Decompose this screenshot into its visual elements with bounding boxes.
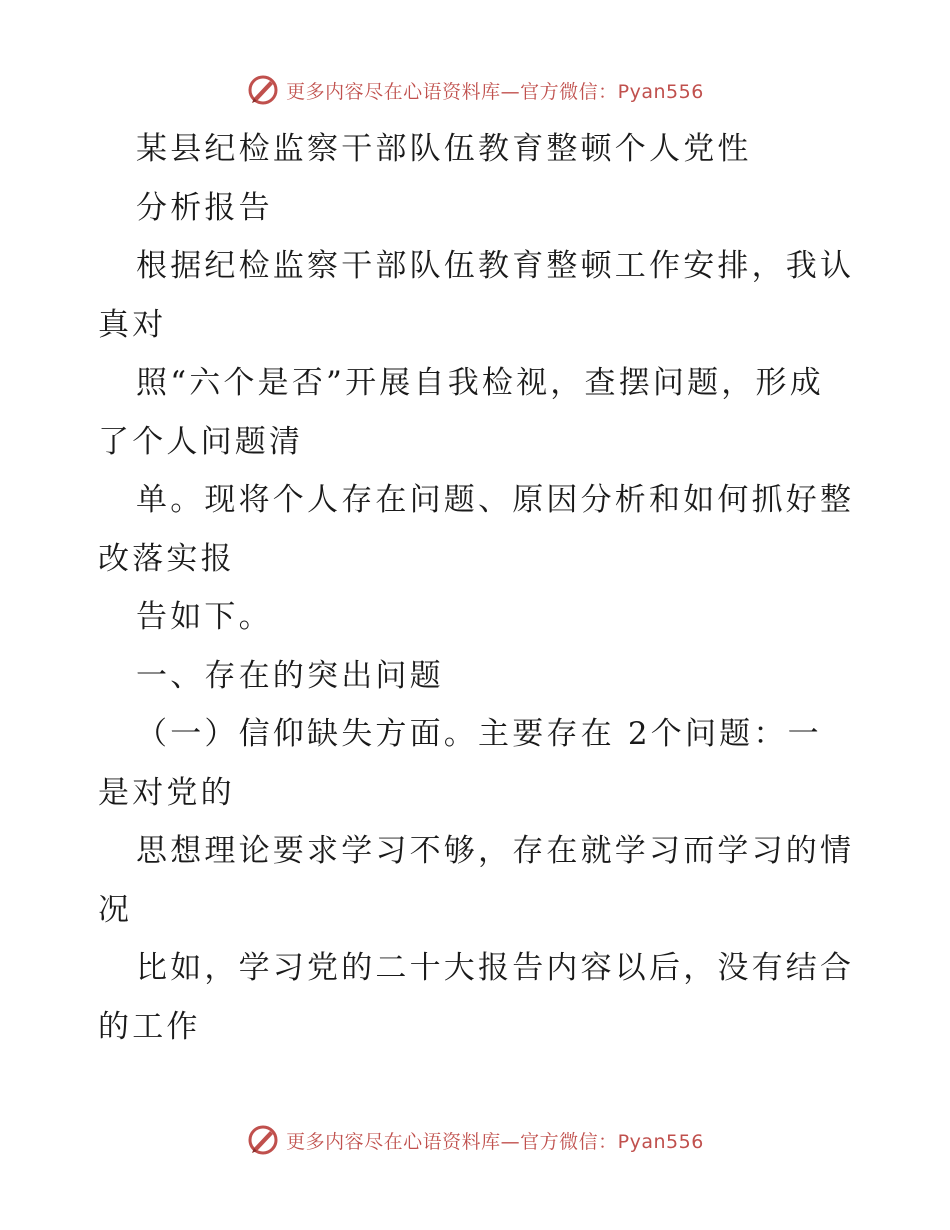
paragraph-line: 告如下。: [136, 599, 273, 635]
document-body: [98, 120, 858, 1056]
paragraph-line: （一）信仰缺失方面。主要存在 2个问题：一: [136, 716, 822, 752]
paragraph-line: 照“六个是否”开展自我检视，查摆问题，形成: [136, 365, 824, 401]
paragraph-line: 思想理论要求学习不够，存在就学习而学习的情: [136, 833, 855, 869]
paragraph-line: 的工作: [98, 1008, 201, 1045]
paragraph-line: 改落实报: [98, 540, 235, 577]
paragraph-line: 况: [98, 891, 133, 928]
pen-logo-icon: [246, 1123, 280, 1157]
title-line-1: 某县纪检监察干部队伍教育整顿个人党性: [136, 131, 752, 167]
title-line-2: 分析报告: [136, 189, 273, 226]
banner-text: 更多内容尽在心语资料库—官方微信：Pyan556: [286, 80, 704, 103]
banner-text: 更多内容尽在心语资料库—官方微信：Pyan556: [286, 1130, 704, 1153]
paragraph-line: 是对党的: [98, 774, 235, 811]
paragraph-line: 了个人问题清: [98, 423, 304, 460]
section-heading: 一、存在的突出问题: [136, 657, 444, 694]
paragraph-line: 比如，学习党的二十大报告内容以后，没有结合: [136, 950, 855, 986]
pen-logo-icon: [246, 73, 280, 107]
paragraph-line: 单。现将个人存在问题、原因分析和如何抓好整: [136, 482, 855, 518]
paragraph-line: 根据纪检监察干部队伍教育整顿工作安排，我认: [136, 248, 855, 284]
paragraph-line: 真对: [98, 306, 167, 343]
header-banner: [0, 70, 950, 110]
footer-banner: [0, 1120, 950, 1160]
